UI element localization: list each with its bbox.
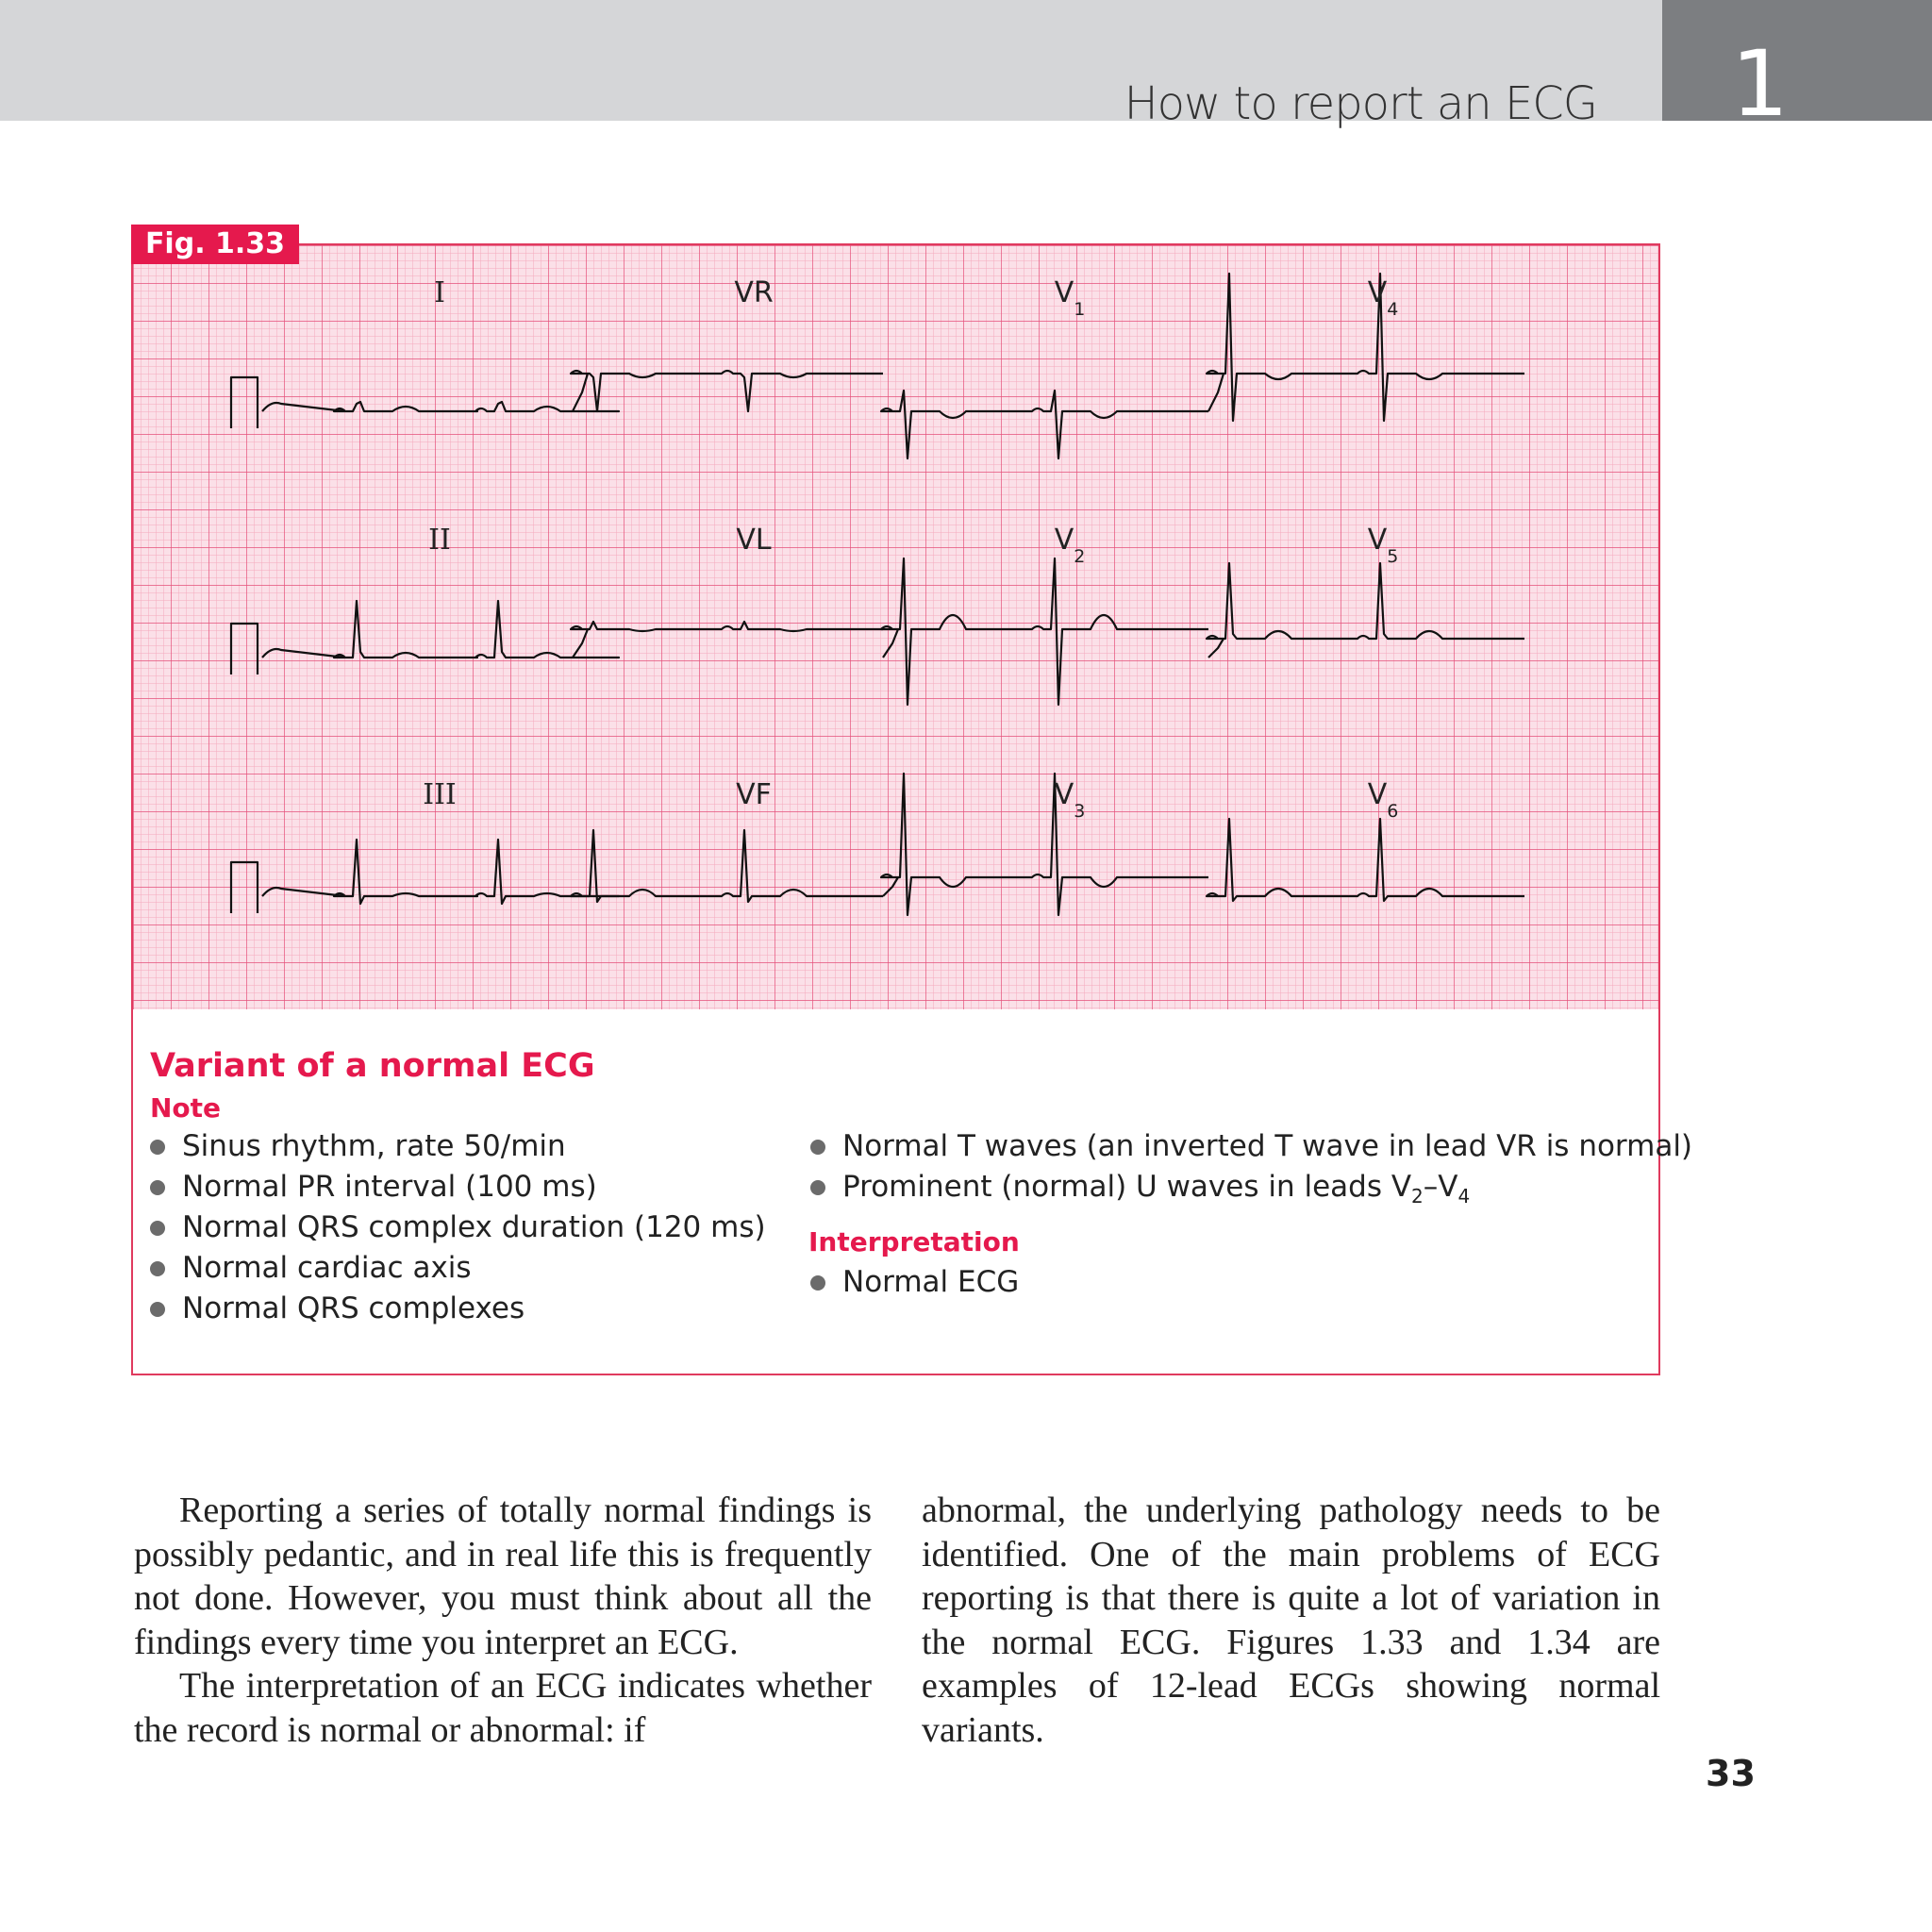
lead-label-vf: VF	[736, 778, 772, 811]
page-number: 33	[1706, 1753, 1756, 1794]
lead-label-v1: $V_1$	[1054, 276, 1086, 320]
interpretation-heading: Interpretation	[808, 1226, 1020, 1257]
lead-label-i: I	[434, 276, 445, 309]
note-text-dash: –V	[1423, 1170, 1458, 1204]
ecg-tracing	[133, 245, 1658, 1009]
note-text: Normal PR interval (100 ms)	[182, 1170, 597, 1204]
note-text: Sinus rhythm, rate 50/min	[182, 1129, 566, 1163]
list-item	[148, 1289, 766, 1329]
chapter-number: 1	[1731, 42, 1790, 126]
notes-right-list	[808, 1126, 1692, 1208]
list-item	[148, 1248, 766, 1289]
lead-label-v6: $V_6$	[1367, 778, 1399, 822]
note-text: Normal cardiac axis	[182, 1251, 472, 1285]
list-item	[148, 1167, 766, 1208]
note-text: Normal QRS complexes	[182, 1291, 525, 1325]
figure-tab: Fig. 1.33	[131, 225, 299, 264]
caption-title: Variant of a normal ECG	[150, 1047, 595, 1085]
interpretation-list	[808, 1262, 1019, 1303]
lead-label-vl: VL	[736, 524, 772, 557]
body-column-left	[134, 1489, 872, 1752]
body-paragraph: The interpretation of an ECG indicates whether the record is normal or abnormal: if	[134, 1666, 872, 1750]
list-item	[148, 1208, 766, 1248]
note-text: Normal QRS complex duration (120 ms)	[182, 1210, 766, 1244]
lead-label-ii: II	[428, 524, 451, 557]
running-title: How to report an ECG	[1124, 77, 1597, 130]
lead-label-v3: $V_3$	[1054, 778, 1086, 822]
list-item	[808, 1167, 1692, 1208]
bullet-icon	[150, 1261, 165, 1276]
note-text-prefix: Prominent (normal) U waves in leads V	[842, 1170, 1412, 1204]
lead-label-vr: VR	[734, 276, 774, 309]
note-heading: Note	[150, 1092, 222, 1124]
subscript: 2	[1411, 1185, 1424, 1208]
list-item	[148, 1126, 766, 1167]
lead-label-iii: III	[423, 778, 457, 811]
lead-label-v2: $V_2$	[1054, 524, 1086, 567]
note-text	[842, 1170, 1471, 1208]
list-item	[808, 1126, 1692, 1167]
lead-label-v4: $V_4$	[1367, 276, 1399, 320]
ecg-grid	[133, 245, 1658, 1009]
figure-caption	[148, 1047, 1693, 1368]
bullet-icon	[150, 1302, 165, 1317]
list-item	[808, 1262, 1019, 1303]
interpretation-text: Normal ECG	[842, 1265, 1020, 1299]
bullet-icon	[810, 1140, 825, 1155]
body-paragraph: abnormal, the underlying pathology needs to be identified. One of the main problems of ECG reporting is that there is quite a lot of variation in the normal ECG. Figures 1.33 and 1.34 are examples of 12-lead ECGs showing normal variants.	[922, 1491, 1660, 1750]
body-column-right	[922, 1489, 1660, 1752]
bullet-icon	[810, 1275, 825, 1291]
body-paragraph: Reporting a series of totally normal findings is possibly pedantic, and in real life this is frequently not done. However, you must think about all the findings every time you interpret an ECG.	[134, 1491, 872, 1662]
bullet-icon	[810, 1180, 825, 1195]
bullet-icon	[150, 1221, 165, 1236]
subscript: 4	[1457, 1185, 1471, 1208]
lead-label-v5: $V_5$	[1367, 524, 1399, 567]
bullet-icon	[150, 1140, 165, 1155]
note-text: Normal T waves (an inverted T wave in lead VR is normal)	[842, 1129, 1693, 1163]
notes-left-list	[148, 1126, 766, 1329]
bullet-icon	[150, 1180, 165, 1195]
